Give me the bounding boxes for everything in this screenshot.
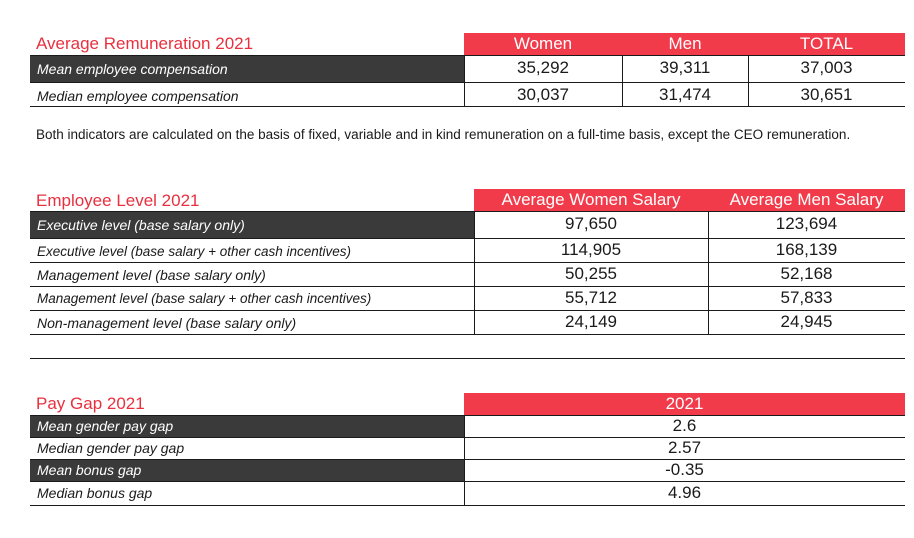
row-label: Mean bonus gap bbox=[37, 462, 142, 478]
cell-value: 24,149 bbox=[565, 312, 617, 331]
divider bbox=[30, 238, 905, 239]
cell-value: 30,037 bbox=[517, 85, 569, 104]
footnote: Both indicators are calculated on the basis of fixed, variable and in kind remuneration on a full-time basis, except the CEO remuneration. bbox=[36, 127, 851, 142]
cell-value: 31,474 bbox=[659, 85, 711, 104]
pay-gap-title: Pay Gap 2021 bbox=[36, 394, 145, 413]
row-label: Median bonus gap bbox=[37, 485, 153, 501]
header-total: TOTAL bbox=[799, 34, 854, 53]
cell-value: 39,311 bbox=[659, 58, 711, 77]
employee-level-header-bar bbox=[474, 189, 905, 211]
employee-level-title: Employee Level 2021 bbox=[36, 191, 200, 210]
header-women: Women bbox=[513, 34, 573, 53]
remuneration-header-bar bbox=[464, 33, 905, 55]
row-label: Management level (base salary only) bbox=[37, 267, 266, 283]
cell-value: 37,003 bbox=[800, 58, 853, 77]
row-label: Mean gender pay gap bbox=[37, 418, 174, 434]
divider bbox=[30, 82, 905, 83]
cell-value: 35,292 bbox=[517, 58, 569, 77]
cell-value: 168,139 bbox=[775, 240, 838, 259]
row-label: Executive level (base salary + other cash incentives) bbox=[37, 244, 352, 259]
header-avg-men-salary: Average Men Salary bbox=[729, 190, 884, 209]
divider bbox=[30, 106, 905, 107]
divider bbox=[30, 358, 905, 359]
cell-value: 97,650 bbox=[565, 214, 617, 233]
cell-value: 2.57 bbox=[667, 438, 702, 457]
row-label: Management level (base salary + other cash incentives) bbox=[37, 291, 372, 306]
row-label: Median employee compensation bbox=[37, 88, 239, 104]
header-men: Men bbox=[668, 34, 702, 53]
cell-value: 4.96 bbox=[667, 483, 702, 502]
row-label: Median gender pay gap bbox=[37, 440, 185, 456]
divider bbox=[748, 56, 749, 106]
cell-value: -0.35 bbox=[665, 460, 704, 479]
cell-value: 114,905 bbox=[560, 240, 622, 259]
header-avg-women-salary: Average Women Salary bbox=[501, 190, 681, 209]
divider bbox=[30, 481, 905, 482]
divider bbox=[30, 262, 905, 263]
divider bbox=[30, 310, 905, 311]
row-label: Mean employee compensation bbox=[37, 61, 228, 77]
remuneration-title: Average Remuneration 2021 bbox=[36, 34, 254, 53]
header-2021: 2021 bbox=[665, 394, 704, 413]
cell-value: 30,651 bbox=[800, 85, 853, 104]
cell-value: 50,255 bbox=[565, 264, 617, 283]
divider bbox=[30, 334, 905, 335]
divider bbox=[622, 56, 623, 106]
divider bbox=[30, 286, 905, 287]
row-label: Non-management level (base salary only) bbox=[37, 315, 297, 331]
cell-value: 2.6 bbox=[672, 416, 697, 435]
cell-value: 57,833 bbox=[780, 288, 833, 307]
divider bbox=[464, 56, 465, 106]
cell-value: 55,712 bbox=[565, 288, 617, 307]
divider bbox=[708, 212, 709, 334]
divider bbox=[30, 505, 905, 506]
divider bbox=[464, 416, 465, 505]
row-label: Executive level (base salary only) bbox=[37, 217, 245, 233]
cell-value: 24,945 bbox=[780, 312, 833, 331]
cell-value: 123,694 bbox=[775, 214, 838, 233]
divider bbox=[474, 212, 475, 334]
cell-value: 52,168 bbox=[780, 264, 833, 283]
pay-gap-header-bar bbox=[464, 393, 905, 415]
